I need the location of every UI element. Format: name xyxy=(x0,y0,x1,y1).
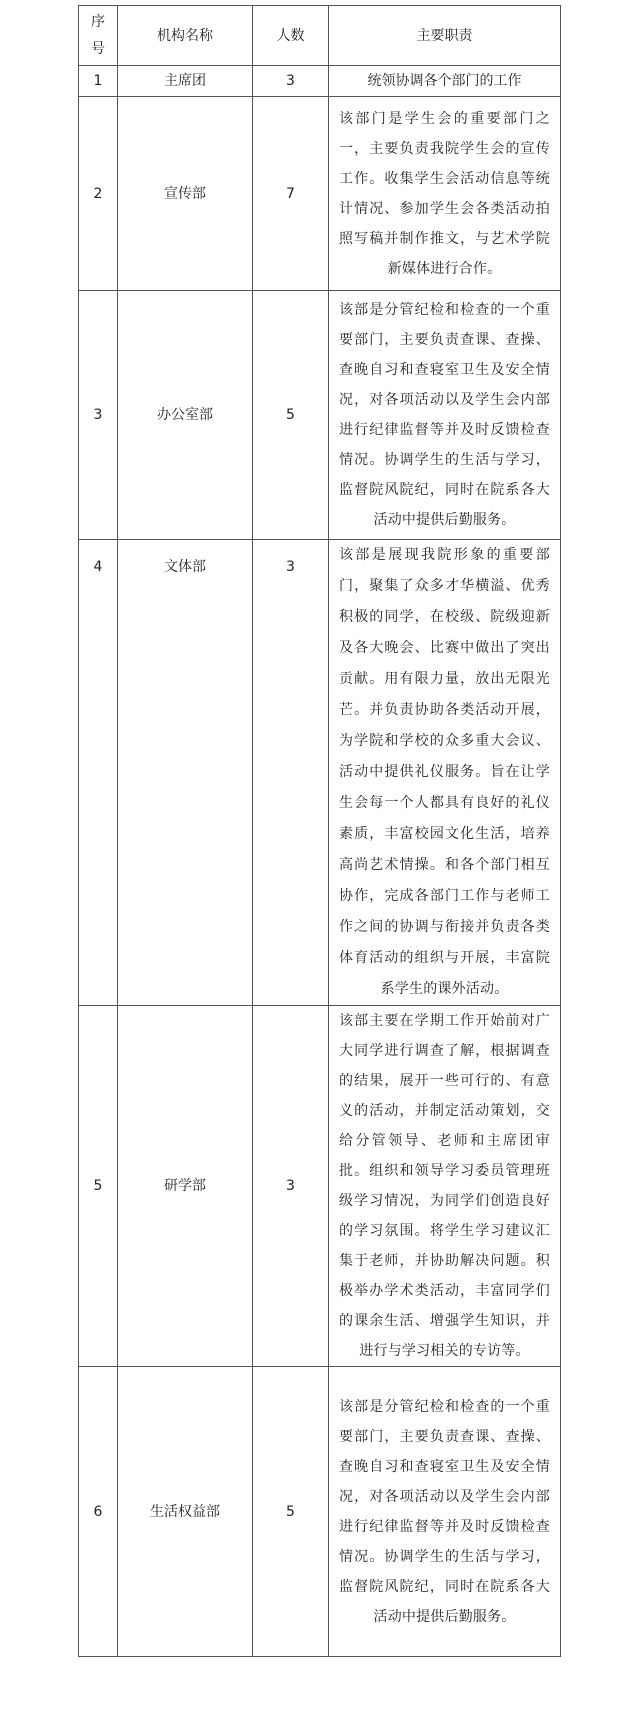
cell-name: 主席团 xyxy=(118,66,253,97)
table-row xyxy=(79,97,561,291)
cell-count: 5 xyxy=(253,291,329,540)
cell-name: 研学部 xyxy=(118,1006,253,1367)
cell-seq: 3 xyxy=(79,291,118,540)
table-row xyxy=(79,1006,561,1367)
cell-name: 宣传部 xyxy=(118,97,253,291)
table-row xyxy=(79,66,561,97)
table-row xyxy=(79,291,561,540)
cell-count: 3 xyxy=(253,1006,329,1367)
cell-count: 3 xyxy=(253,540,329,1006)
cell-duty: 该部是分管纪检和检查的一个重要部门，主要负责查课、查操、查晚自习和查寝室卫生及安全情况，对各项活动以及学生会内部进行纪律监督等并及时反馈检查情况。协调学生的生活与学习，监督院风院纪，同时在院系各大活动中提供后勤服务。 xyxy=(329,1367,561,1657)
cell-count: 7 xyxy=(253,97,329,291)
cell-seq: 5 xyxy=(79,1006,118,1367)
cell-seq: 1 xyxy=(79,66,118,97)
cell-count: 3 xyxy=(253,66,329,97)
cell-duty: 该部是展现我院形象的重要部门，聚集了众多才华横溢、优秀积极的同学，在校级、院级迎新及各大晚会、比赛中做出了突出贡献。用有限力量，放出无限光芒。并负责协助各类活动开展，为学院和学校的众多重大会议、活动中提供礼仪服务。旨在让学生会每一个人都具有良好的礼仪素质，丰富校园文化生活，培养高尚艺术情操。和各个部门相互协作，完成各部门工作与老师工作之间的协调与衔接并负责各类体育活动的组织与开展，丰富院系学生的课外活动。 xyxy=(329,540,561,1006)
table-header-row xyxy=(79,6,561,66)
header-duty: 主要职责 xyxy=(329,6,561,66)
cell-name: 文体部 xyxy=(118,540,253,1006)
cell-duty: 该部是分管纪检和检查的一个重要部门，主要负责查课、查操、查晚自习和查寝室卫生及安全情况，对各项活动以及学生会内部进行纪律监督等并及时反馈检查情况。协调学生的生活与学习，监督院风院纪，同时在院系各大活动中提供后勤服务。 xyxy=(329,291,561,540)
header-count: 人数 xyxy=(253,6,329,66)
header-name: 机构名称 xyxy=(118,6,253,66)
header-seq: 序号 xyxy=(79,6,118,66)
table-row xyxy=(79,540,561,1006)
cell-duty: 该部主要在学期工作开始前对广大同学进行调查了解，根据调查的结果，展开一些可行的、有意义的活动，并制定活动策划，交给分管领导、老师和主席团审批。组织和领导学习委员管理班级学习情况，为同学们创造良好的学习氛围。将学生学习建议汇集于老师，并协助解决问题。积极举办学术类活动，丰富同学们的课余生活、增强学生知识，并进行与学习相关的专访等。 xyxy=(329,1006,561,1367)
organization-table xyxy=(78,5,561,1657)
cell-name: 办公室部 xyxy=(118,291,253,540)
cell-seq: 2 xyxy=(79,97,118,291)
cell-name: 生活权益部 xyxy=(118,1367,253,1657)
cell-count: 5 xyxy=(253,1367,329,1657)
cell-duty: 统领协调各个部门的工作 xyxy=(329,66,561,97)
cell-duty: 该部门是学生会的重要部门之一，主要负责我院学生会的宣传工作。收集学生会活动信息等统计情况、参加学生会各类活动拍照写稿并制作推文，与艺术学院新媒体进行合作。 xyxy=(329,97,561,291)
cell-seq: 4 xyxy=(79,540,118,1006)
table-row xyxy=(79,1367,561,1657)
cell-seq: 6 xyxy=(79,1367,118,1657)
